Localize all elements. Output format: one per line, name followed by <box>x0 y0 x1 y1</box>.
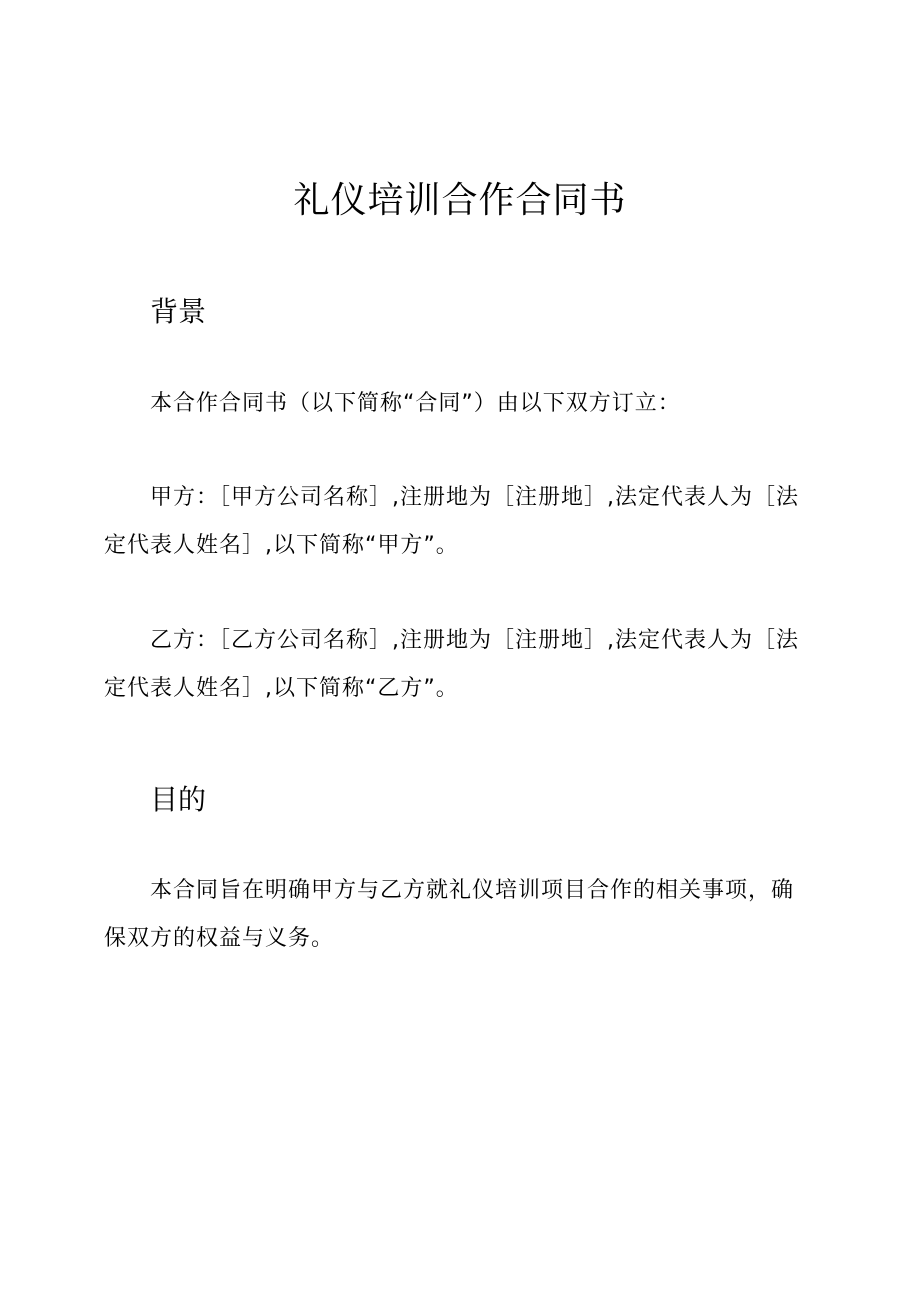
document-title: 礼仪培训合作合同书 <box>293 180 627 221</box>
section-heading-background: 背景 <box>150 295 207 328</box>
section-heading-purpose: 目的 <box>150 783 207 816</box>
paragraph-contract-intro: 本合作合同书（以下简称“合同”）由以下双方订立： <box>150 391 681 416</box>
paragraph-party-b: 乙方：［乙方公司名称］,注册地为［注册地］,法定代表人为［法定代表人姓名］,以下简称“乙方”。 <box>104 628 799 701</box>
paragraph-purpose: 本合同旨在明确甲方与乙方就礼仪培训项目合作的相关事项，确保双方的权益与义务。 <box>104 878 795 951</box>
paragraph-party-a: 甲方：［甲方公司名称］,注册地为［注册地］,法定代表人为［法定代表人姓名］,以下简称“甲方”。 <box>104 485 799 558</box>
